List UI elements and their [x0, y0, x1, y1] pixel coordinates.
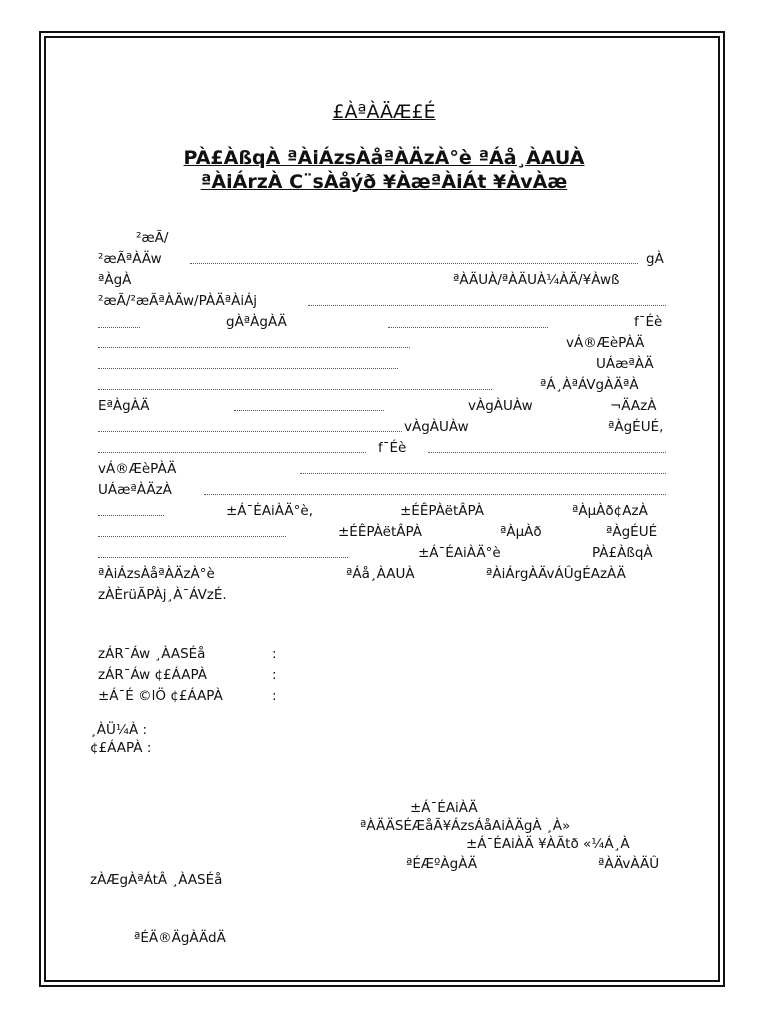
body-text: ªÀiÁrgÀÄvÁÛgÉAzÀÄ: [486, 566, 626, 582]
body-text: ªÀµÀð: [500, 524, 542, 540]
body-text: f¯Éè: [634, 314, 663, 330]
body-text: ±ÉÊPÀëtÂPÀ: [338, 524, 422, 540]
body-text: ²æÃ/²æÃªÀÄw/PÀÄªÀiÁj: [98, 293, 258, 309]
body-text: gÀªÀgÀÄ: [226, 314, 287, 330]
body-text: vÀgÀUÀw: [468, 398, 533, 414]
body-text: ¬ÄAzÀ: [610, 398, 657, 414]
body-text: EªÀgÀÄ: [98, 398, 150, 414]
body-text: ²æÃªÀÄw: [98, 251, 162, 267]
signature-text: ±Á¯ÉAiÀÄ: [410, 800, 478, 816]
field-colon: :: [272, 688, 277, 704]
fill-blank: [428, 452, 666, 453]
fill-blank: [98, 557, 348, 558]
leaving-date-label: ±Á¯É ©lÖ ¢£ÁAPÀ: [98, 688, 223, 704]
fill-blank: [98, 327, 140, 328]
body-text: ±Á¯ÉAiÀÄ°è,: [226, 503, 314, 519]
body-text: ªÁå¸ÀAUÀ: [346, 566, 415, 582]
body-text: ªÀÄUÀ/ªÀÄUÀ¼ÀÄ/¥Àwß: [453, 272, 620, 288]
fill-blank: [98, 452, 366, 453]
field-colon: :: [272, 646, 277, 662]
body-text: ±ÉÊPÀëtÂPÀ: [400, 503, 484, 519]
body-text: UÁæªÀÄ: [596, 356, 654, 372]
body-text: vÁ®ÆèPÀÄ: [566, 335, 645, 351]
signature-text: ªÀÄvÀÄÛ: [598, 856, 660, 872]
signature-text: ±Á¯ÉAiÀÄ ¥ÀÃtð «¼Á¸À: [466, 836, 630, 852]
body-text: ªÁ¸ÀªÁVgÀÄªÀ: [540, 377, 639, 393]
body-text: f¯Éè: [378, 440, 407, 456]
heading-line-1: PÀ£ÀßqÀ ªÀiÁzsÀåªÀÄzÀ°è ªÁå¸ÀAUÀ: [183, 147, 585, 169]
body-text: zÀÈrüÃPÀj¸À¯ÁVzÉ.: [98, 587, 227, 603]
fill-blank: [98, 536, 286, 537]
body-text: ªÀiÁzsÀåªÀÄzÀ°è: [98, 566, 215, 582]
fill-blank: [98, 347, 410, 348]
body-text: ²æÃ/: [136, 230, 169, 246]
fill-blank: [234, 410, 384, 411]
admission-number-label: zÁR¯Áw ¸ÀASÉå: [98, 646, 206, 662]
fill-blank: [98, 431, 402, 432]
fill-blank: [388, 327, 548, 328]
body-text: ªÀµÀð¢AzÀ: [572, 503, 648, 519]
phone-number-label: zÀÆgÀªÁtÂ ¸ÀASÉå: [90, 872, 223, 888]
body-text: UÁæªÀÄzÀ: [98, 482, 172, 498]
document-title: £ÀªÀÄÆ£É: [332, 101, 436, 123]
body-text: gÀ: [646, 251, 664, 267]
heading-line-2: ªÀiÁrzÀ C¨sÀåýð ¥ÀæªÀiÁt ¥ÀvÀæ: [200, 171, 568, 193]
fill-blank: [300, 473, 666, 474]
fill-blank: [204, 494, 666, 495]
date-label: ¢£ÁAPÀ :: [90, 740, 152, 756]
body-text: vÀgÀUÀw: [404, 419, 469, 435]
body-text: ªÀgÉUÉ: [606, 524, 658, 540]
admission-date-label: zÁR¯Áw ¢£ÁAPÀ: [98, 667, 208, 683]
fill-blank: [98, 389, 492, 390]
place-label: ¸ÀÜ¼À :: [90, 722, 148, 738]
signature-text: ªÀÄÄSÉÆåÃ¥ÁzsÁåAiÀÄgÀ ¸À»: [360, 818, 571, 834]
fill-blank: [190, 263, 638, 264]
body-text: vÁ®ÆèPÀÄ: [98, 461, 177, 477]
body-text: ªÀgÀ: [98, 272, 132, 288]
body-text: PÀ£ÀßqÀ: [592, 545, 653, 561]
fill-blank: [98, 368, 398, 369]
countersign-label: ªÉÄ®ÄgÀÄdÄ: [134, 930, 226, 946]
fill-blank: [308, 305, 666, 306]
body-text: ªÀgÉUÉ,: [608, 419, 664, 435]
signature-text: ªÉÆºÀgÀÄ: [406, 856, 478, 872]
fill-blank: [98, 515, 164, 516]
field-colon: :: [272, 667, 277, 683]
body-text: ±Á¯ÉAiÀÄ°è: [418, 545, 501, 561]
